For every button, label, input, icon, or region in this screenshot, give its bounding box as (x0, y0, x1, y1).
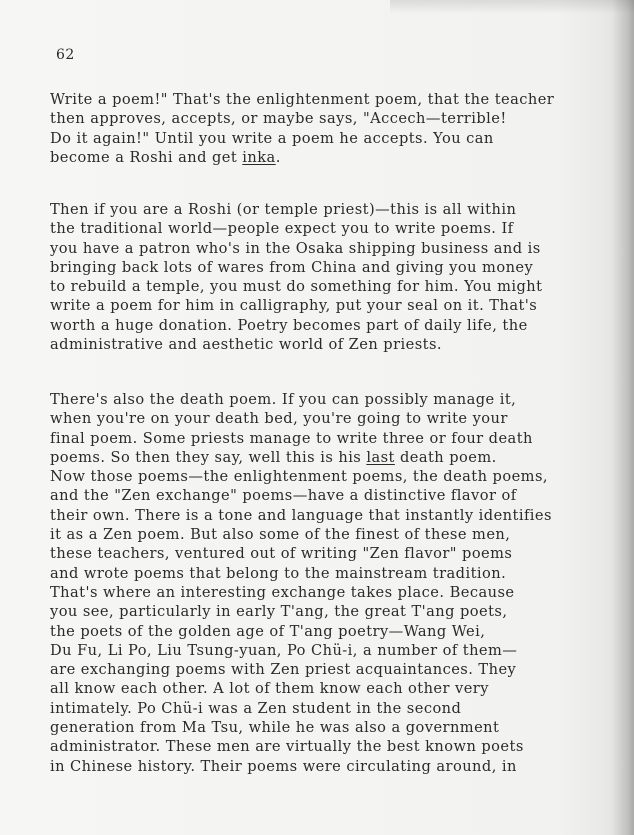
text-line: you have a patron who's in the Osaka shipping business and is (50, 239, 541, 257)
text-line: Do it again!" Until you write a poem he accepts. You can (50, 129, 494, 147)
paragraph-enlightenment-poem (50, 90, 590, 167)
text-line: are exchanging poems with Zen priest acquaintances. They (50, 661, 517, 679)
text-segment: become a Roshi and get (50, 148, 243, 166)
scan-shadow-top (390, 0, 634, 14)
text-line (50, 448, 590, 467)
text-segment: poems. So then they say, well this is his (50, 448, 367, 466)
scan-shadow-edge (612, 0, 634, 835)
text-line: in Chinese history. Their poems were circulating around, in (50, 757, 517, 775)
text-line: bringing back lots of wares from China and giving you money (50, 258, 534, 276)
text-line: generation from Ma Tsu, while he was also a government (50, 719, 500, 737)
text-line: There's also the death poem. If you can possibly manage it, (50, 391, 517, 408)
text-line: then approves, accepts, or maybe says, "Accech—terrible! (50, 110, 507, 128)
page-number: 62 (56, 47, 75, 63)
text-segment: death poem. (394, 448, 497, 466)
text-line: Du Fu, Li Po, Liu Tsung-yuan, Po Chü-i, a number of them— (50, 641, 518, 659)
text-line: all know each other. A lot of them know each other very (50, 680, 489, 698)
text-line: worth a huge donation. Poetry becomes part of daily life, the (50, 316, 528, 334)
text-line: That's where an interesting exchange takes place. Because (50, 583, 515, 601)
underlined-word-inka: inka (242, 148, 276, 166)
text-line: the poets of the golden age of T'ang poetry—Wang Wei, (50, 622, 486, 640)
text-line: and the "Zen exchange" poems—have a distinctive flavor of (50, 487, 517, 505)
text-line: these teachers, ventured out of writing "Zen flavor" poems (50, 545, 513, 563)
text-line: to rebuild a temple, you must do something for him. You might (50, 278, 543, 296)
text-line: the traditional world—people expect you to write poems. If (50, 220, 514, 238)
text-line: Write a poem!" That's the enlightenment poem, that the teacher (50, 91, 555, 108)
text-line: and wrote poems that belong to the mainstream tradition. (50, 564, 507, 582)
underlined-word-last: last (366, 448, 395, 466)
text-line (50, 148, 590, 167)
text-line: you see, particularly in early T'ang, the great T'ang poets, (50, 603, 508, 621)
text-line: when you're on your death bed, you're going to write your (50, 410, 508, 428)
paragraph-death-poem (50, 390, 590, 776)
text-line: their own. There is a tone and language that instantly identifies (50, 506, 552, 524)
text-line: it as a Zen poem. But also some of the finest of these men, (50, 526, 511, 544)
text-line: Now those poems—the enlightenment poems, the death poems, (50, 468, 548, 486)
text-line: final poem. Some priests manage to write three or four death (50, 429, 533, 447)
text-line: write a poem for him in calligraphy, put your seal on it. That's (50, 297, 538, 315)
text-line: Then if you are a Roshi (or temple priest)—this is all within (50, 201, 517, 218)
paragraph-roshi-patron (50, 200, 590, 354)
text-line: administrator. These men are virtually the best known poets (50, 738, 524, 756)
text-segment: . (275, 148, 281, 166)
text-line: intimately. Po Chü-i was a Zen student in the second (50, 699, 462, 717)
text-line: administrative and aesthetic world of Zen priests. (50, 336, 442, 354)
